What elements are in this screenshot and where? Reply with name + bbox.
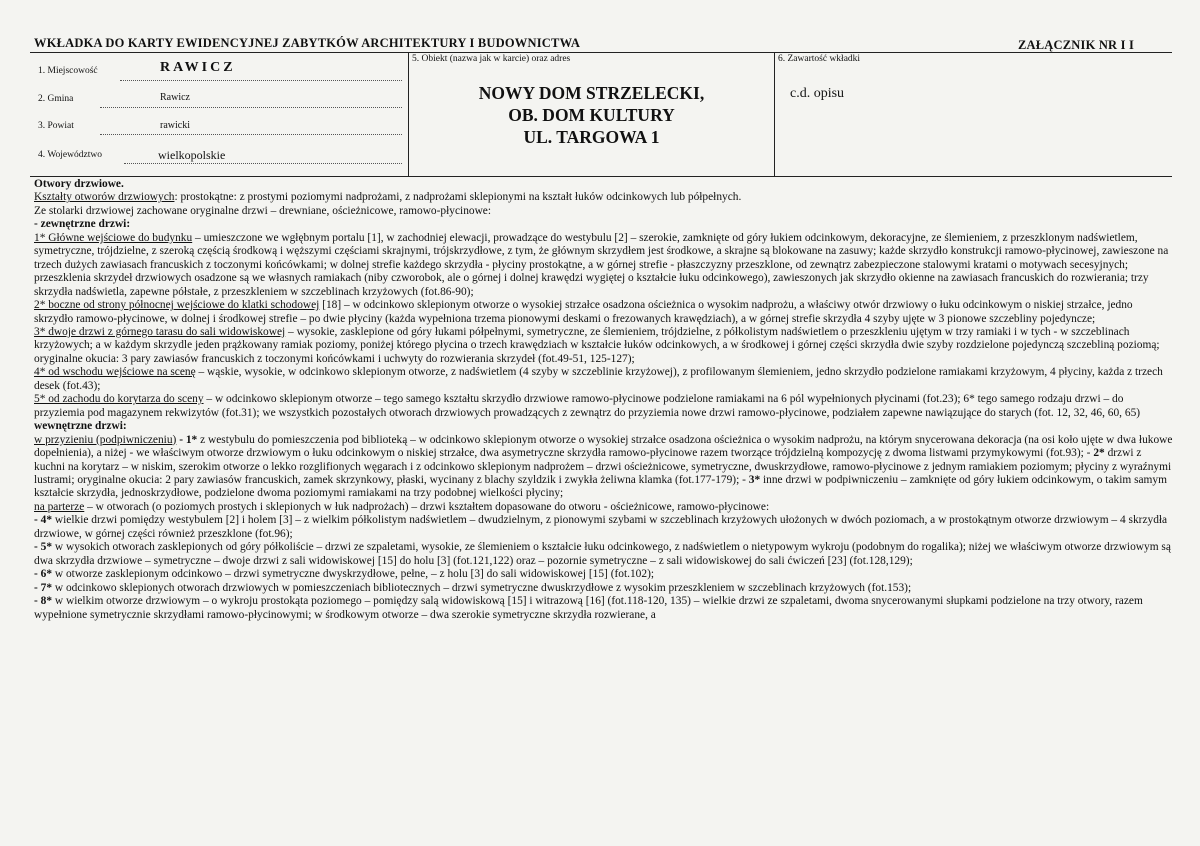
- field-value-miejscowosc: RAWICZ: [160, 60, 236, 75]
- object-address: UL. TARGOWA 1: [523, 127, 660, 147]
- paragraph: 2* boczne od strony północnej wejściowe do klatki schodowej [18] – w odcinkowo sklepionym otworze o wysokiej strzałce osadzona ościeżnica o wysokim nadprożu, a właściwy otwór drzwiowy o łuku odcinkowym o niskiej strzałce, jedno skrzydło ramowo-płycinowe, w dolnej i środkowej strefie – po dwie płyciny (każda wypełniona trzema pionowymi deskami o frezowanych krawędziach), a w górnej strefie skrzydła 4 szyby ujęte w 3 pionowe szczebliny pojedyncze;: [34, 299, 1133, 325]
- paragraph-lead: 3* dwoje drzwi z górnego tarasu do sali widowiskowej: [34, 325, 286, 338]
- paragraph-lead: 1* Główne wejściowe do budynku: [34, 231, 193, 244]
- paragraph-lead: Kształty otworów drzwiowych: [34, 191, 175, 204]
- paragraph: Ze stolarki drzwiowej zachowane oryginalne drzwi – drewniane, ościeżnicowe, ramowo-płycinowe:: [34, 204, 492, 217]
- field-line: [120, 80, 402, 81]
- description-body: [34, 178, 1174, 622]
- field-value-wojewodztwo: wielkopolskie: [158, 148, 226, 162]
- object-name-line-1: NOWY DOM STRZELECKI,: [478, 83, 705, 103]
- subheading-exterior: - zewnętrzne drzwi:: [34, 218, 131, 231]
- box-divider-2: [774, 52, 775, 176]
- field-line: [100, 107, 402, 108]
- field-line: [100, 134, 402, 135]
- section-heading: Otwory drzwiowe.: [34, 178, 124, 190]
- paragraph: - 8* w wielkim otworze drzwiowym – o wykroju prostokąta poziomego – pomiędzy salą widowiskową [15] i witrazową [16] (fot.118-120, 135) – wielkie drzwi ze szpaletami, dwoma snycerowanymi słupkami podzielone na trzy otwory, razem wypełnione symetrycznie skrzydłami ramowo-płycinowymi; w środkowym otworze – dwa szerokie symetryczne skrzydła rozwierane, a: [34, 595, 1143, 621]
- field-label-gmina: 2. Gmina: [38, 94, 74, 104]
- field-label-zawartosc: 6. Zawartość wkładki: [778, 54, 861, 64]
- field-label-obiekt: 5. Obiekt (nazwa jak w karcie) oraz adres: [412, 54, 571, 64]
- paragraph: 4* od wschodu wejściowe na scenę – wąskie, wysokie, w odcinkowo sklepionym otworze, z nadświetlem (4 szyby w szczeblinie krzyżowej), z profilowanym ślemieniem, jedno skrzydło podzielone ramiakami krzyżowym, 4 płyciny, każda z trzech desek (fot.43);: [34, 366, 1163, 392]
- paragraph: - 5* w wysokich otworach zasklepionych od góry półkoliście – drzwi ze szpaletami, wysokie, ze ślemieniem o kształcie łuku odcinkowego, z nadświetlem o nietypowym wykroju (podobnym do rogalika); niżej we właściwym otworze drzwiowym są dwa skrzydła drzwiowe – symetryczne – dwoje drzwi z sali widowiskowej [15] do holu [3] (fot.121,122) oraz – pozornie symetryczne – z sali widowiskowej do sali ćwiczeń [23] (fot.128,129);: [34, 541, 1171, 567]
- field-label-powiat: 3. Powiat: [38, 121, 74, 131]
- annex-number: ZAŁĄCZNIK NR I I: [1018, 38, 1135, 52]
- paragraph: na parterze – w otworach (o poziomych prostych i sklepionych w łuk nadprożach) – drzwi kształtem dopasowane do otworu - ościeżnicowe, ramowo-płycinowe:: [34, 500, 770, 513]
- form-title: WKŁADKA DO KARTY EWIDENCYJNEJ ZABYTKÓW ARCHITEKTURY I BUDOWNICTWA: [34, 36, 581, 50]
- paragraph: - 7* w odcinkowo sklepionych otworach drzwiowych w pomieszczeniach bibliotecznych – drzwi symetryczne dwuskrzydłowe z wysokim przeszkleniem w szczeblinach krzyżowych (fot.153);: [34, 581, 912, 594]
- field-value-zawartosc: c.d. opisu: [790, 86, 845, 101]
- paragraph-lead: w przyzieniu (podpiwniczeniu): [34, 433, 177, 446]
- paragraph: Kształty otworów drzwiowych: prostokątne: z prostymi poziomymi nadprożami, z nadprożami sklepionymi na kształt łuków odcinkowych lub półpełnych.: [34, 191, 742, 204]
- box-bottom-rule: [30, 176, 1172, 177]
- field-value-powiat: rawicki: [160, 120, 190, 131]
- object-name: [409, 82, 774, 148]
- paragraph: - 4* wielkie drzwi pomiędzy westybulem [2] i holem [3] – z wielkim półkolistym nadświetlem – dwudzielnym, z pionowymi szybami w szczeblinach krzyżowych ułożonych w dwóch poziomach, a w prostokątnym otworze drzwiowym – 4 skrzydła drzwiowe, w górnej części również przeszklone (fot.96);: [34, 514, 1168, 540]
- paragraph: - 6* w otworze zasklepionym odcinkowo – drzwi symetryczne dwyskrzydłowe, pełne, – z holu [3] do sali widowiskowej [15] (fot.102);: [34, 568, 655, 581]
- field-value-gmina: Rawicz: [160, 92, 190, 103]
- paragraph: w przyzieniu (podpiwniczeniu) - 1* z westybulu do pomieszczenia pod biblioteką – w odcinkowo sklepionym otworze o wysokiej strzałce osadzona ościeżnica o wysokim nadprożu, na którym snycerowana dekoracja (na osi koło ujęte w dwa łukowe dopełnienia), a niżej - we właściwym otworze drzwiowym o łuku odcinkowym o niskiej strzałce, dwa asymetryczne skrzydła ramowo-płycinowe razem tworzące trójdzielną kompozycję z dwoma listwami przymykowymi (fot.93); - 2* drzwi z kuchni na korytarz – w niskim, szerokim otworze o lekko rozglifionych węgarach i z odcinkowo sklepionym nadprożem – drzwi ościeżnicowe, symetryczne, dwuskrzydłowe, ramowo-płycinowe z jednym ramiakiem poziomym; płyciny z wyraźnymi lustrami; oryginalne okucia: 2 pary zawiasów francuskich, zamek skrzynkowy, płaski, wycinany z blachy szyldzik i zwykła żeliwna klamka (fot.177-179); - 3* inne drzwi w podpiwniczeniu – zamknięte od góry łukiem odcinkowym, o takim samym kształcie skrzydła, jednoskrzydłowe, podzielone dwoma poziomymi ramiakami na trzy podobnej wielkości płyciny;: [34, 433, 1173, 500]
- paragraph: 3* dwoje drzwi z górnego tarasu do sali widowiskowej – wysokie, zasklepione od góry łukami półpełnymi, symetryczne, ze ślemieniem, trójdzielne, z półkolistym nadświetlem o przeszkleniu ujętym w trzy ramiaki i w tych - w szczeblinach krzyżowych; a w każdym skrzydle jeden prążkowany ramiak poziomy, poniżej którego płycina o trzech krawędziach w kształcie łuków odcinkowych, a w środkowej i górnej części skrzydła dwie szyby rozdzielone pojedynczą szczebliną poziomą; oryginalne okucia: 3 pary zawiasów francuskich z toczonymi końcówkami i uchwyty do rozwierania skrzydeł (fot.49-51, 125-127);: [34, 325, 1160, 365]
- field-label-miejscowosc: 1. Miejscowość: [38, 66, 98, 76]
- header-rule: [30, 52, 1172, 53]
- paragraph-lead: 2* boczne od strony północnej wejściowe do klatki schodowej: [34, 299, 320, 312]
- paragraph-lead: na parterze: [34, 500, 85, 513]
- paragraph-lead: 5* od zachodu do korytarza do sceny: [34, 393, 204, 406]
- field-line: [124, 163, 402, 164]
- paragraph: 1* Główne wejściowe do budynku – umieszczone we wgłębnym portalu [1], w zachodniej elewacji, prowadzące do westybulu [2] – szerokie, zamknięte od góry łukiem odcinkowym, dekoracyjne, ze ślemieniem, z przeszklonym nadświetlem, symetryczne, trójdzielne, z szeroką częścią środkową i węższymi częściami skrajnymi, trójskrzydłowe, z tym, że głównym skrzydłem jest środkowe, a skrajne są blokowane na zasuwy; każde skrzydło konstrukcji ramowo-płycinowej, zawieszone na trzech dużych zawiasach francuskich z toczonymi końcówkami; w dolnej strefie każdego skrzydła - płyciny prostokątne, a w górnej strefie - płaszczyzny przeszklone, od zewnątrz zabezpieczone stalowymi kratami o motywach secesyjnych; przeszklenia skrzydeł drzwiowych osadzone są we własnych ramiakach (niby czworobok, ale o górnej i dolnej krawędzi wygiętej o kształcie łuku odcinkowego), zawieszonych jak skrzydło okienne na zawiasach francuskich do rozwierania; trzy skrzydła nadświetla, zapewne półstałe, z przeszkleniem w szczeblinach krzyżowych (fot.86-90);: [34, 231, 1169, 298]
- field-label-wojewodztwo: 4. Województwo: [38, 150, 102, 160]
- paragraph-lead: 4* od wschodu wejściowe na scenę: [34, 366, 196, 379]
- object-name-line-2: OB. DOM KULTURY: [508, 105, 675, 125]
- subheading-interior: wewnętrzne drzwi:: [34, 420, 127, 433]
- paragraph: 5* od zachodu do korytarza do sceny – w odcinkowo sklepionym otworze – tego samego kształtu skrzydło drzwiowe ramowo-płycinowe podzielone ramiakami na 6 pól wypełnionych płycinami (fot.23); 6* tego samego rodzaju drzwi – do przyziemia pod magazynem rekwizytów (fot.31); we wszystkich pozostałych otworach drzwiowych prowadzących z zewnątrz do przyziemia nowe drzwi ramowo-płycinowe, podziałem zapewne nawiązujące do starych (fot. 12, 32, 46, 60, 65): [34, 393, 1141, 419]
